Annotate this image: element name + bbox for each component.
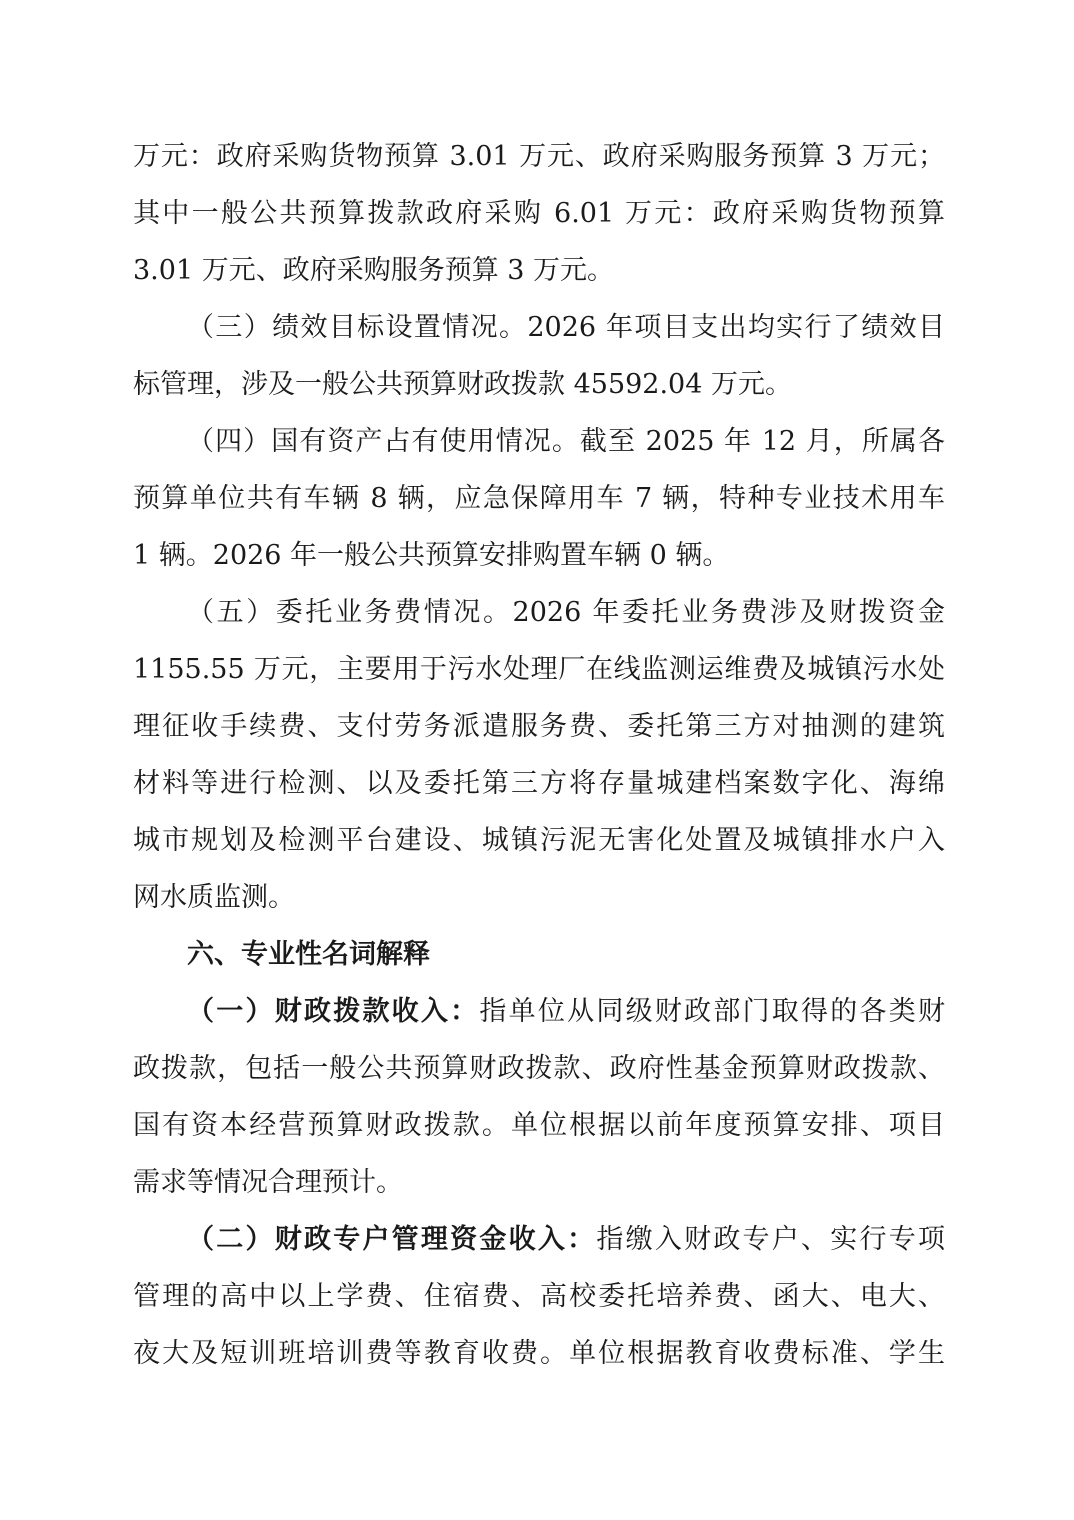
text-line: 3.01 万元、政府采购服务预算 3 万元。 — [133, 255, 615, 286]
text-line: （五）委托业务费情况。2026 年委托业务费涉及财拨资金 — [187, 597, 945, 628]
text-line: 材料等进行检测、以及委托第三方将存量城建档案数字化、海绵 — [133, 768, 945, 799]
text-line: 1 辆。2026 年一般公共预算安排购置车辆 0 辆。 — [133, 540, 730, 571]
term-label: （二）财政专户管理资金收入： — [187, 1224, 597, 1255]
text-line — [187, 990, 945, 1034]
term-label: （一）财政拨款收入： — [187, 996, 480, 1027]
text-line: 标管理，涉及一般公共预算财政拨款 45592.04 万元。 — [133, 369, 792, 400]
text-line: 网水质监测。 — [133, 882, 295, 913]
text-line: 预算单位共有车辆 8 辆，应急保障用车 7 辆，特种专业技术用车 — [133, 483, 945, 514]
text-line: 需求等情况合理预计。 — [133, 1167, 403, 1198]
text-line: 管理的高中以上学费、住宿费、高校委托培养费、函大、电大、 — [133, 1281, 945, 1312]
text-line: （三）绩效目标设置情况。2026 年项目支出均实行了绩效目 — [187, 312, 945, 343]
text-line: 国有资本经营预算财政拨款。单位根据以前年度预算安排、项目 — [133, 1110, 945, 1141]
term-definition: 指缴入财政专户、实行专项 — [596, 1224, 945, 1255]
term-definition: 指单位从同级财政部门取得的各类财 — [479, 996, 946, 1027]
text-line: 理征收手续费、支付劳务派遣服务费、委托第三方对抽测的建筑 — [133, 711, 945, 742]
text-line: 1155.55 万元，主要用于污水处理厂在线监测运维费及城镇污水处 — [133, 654, 945, 685]
text-line: 夜大及短训班培训费等教育收费。单位根据教育收费标准、学生 — [133, 1338, 945, 1369]
text-line: （四）国有资产占有使用情况。截至 2025 年 12 月，所属各 — [187, 426, 945, 457]
section-heading: 六、专业性名词解释 — [187, 939, 430, 970]
text-line: 其中一般公共预算拨款政府采购 6.01 万元：政府采购货物预算 — [133, 198, 945, 229]
text-line — [187, 1218, 945, 1262]
text-line: 万元：政府采购货物预算 3.01 万元、政府采购服务预算 3 万元； — [133, 141, 945, 172]
text-line: 城市规划及检测平台建设、城镇污泥无害化处置及城镇排水户入 — [133, 825, 945, 856]
text-line: 政拨款，包括一般公共预算财政拨款、政府性基金预算财政拨款、 — [133, 1053, 945, 1084]
